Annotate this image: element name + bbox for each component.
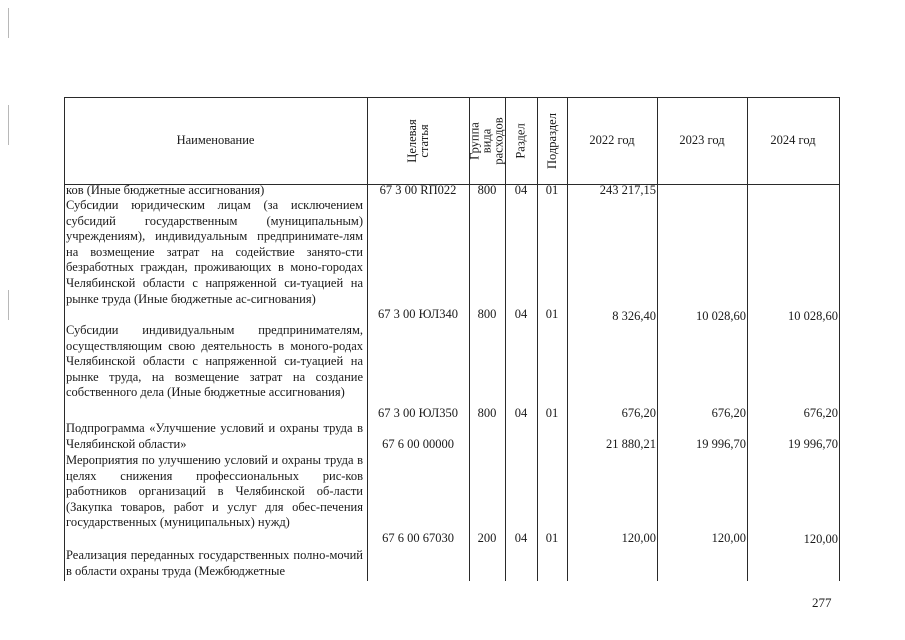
page-number: 277 bbox=[812, 595, 832, 610]
scan-mark bbox=[8, 105, 9, 145]
row-group: 200 bbox=[477, 531, 497, 545]
row-group: 800 bbox=[477, 307, 497, 321]
row-name: Субсидии юридическим лицам (за исключением субсидий государственным (муниципальным) учреждениям), индивидуальным предпринимате-лям на возмещение затрат на содействие занято-сти безработных граждан, проживающих в моно-городах Челябинской области с напряженной си-туацией на рынке труда (Иные бюджетные ас-сигнования) bbox=[66, 198, 363, 306]
row-code: 67 6 00 67030 bbox=[382, 531, 454, 545]
row-code: 67 6 00 00000 bbox=[382, 437, 454, 451]
row-2022: 21 880,21 bbox=[606, 437, 656, 451]
header-2023 bbox=[657, 97, 747, 184]
row-section: 04 bbox=[514, 531, 528, 545]
row-subsection: 01 bbox=[545, 307, 559, 321]
row-name: Реализация переданных государственных полно-мочий в области охраны труда (Межбюджетные bbox=[66, 548, 363, 578]
header-2022-text: 2022 год bbox=[589, 133, 635, 147]
header-2022 bbox=[567, 97, 657, 184]
row-2024: 10 028,60 bbox=[788, 309, 838, 323]
header-target bbox=[367, 97, 469, 184]
scan-mark bbox=[8, 8, 9, 38]
row-2022: 120,00 bbox=[621, 531, 656, 545]
budget-table bbox=[64, 97, 840, 581]
header-section-text: Раздел bbox=[514, 122, 529, 159]
row-2024: 676,20 bbox=[803, 406, 838, 420]
header-group-text: Группа вида расходов bbox=[468, 116, 507, 165]
row-code: 67 3 00 RП022 bbox=[379, 183, 457, 197]
row-subsection: 01 bbox=[545, 183, 559, 197]
row-name: ков (Иные бюджетные ассигнования) bbox=[66, 183, 265, 197]
row-2023: 120,00 bbox=[711, 531, 746, 545]
header-name bbox=[64, 97, 367, 184]
header-name-text: Наименование bbox=[176, 133, 255, 147]
row-subsection: 01 bbox=[545, 531, 559, 545]
row-2022: 676,20 bbox=[621, 406, 656, 420]
row-subsection: 01 bbox=[545, 406, 559, 420]
row-code: 67 3 00 ЮЛ350 bbox=[377, 406, 459, 420]
row-section: 04 bbox=[514, 307, 528, 321]
row-2023: 10 028,60 bbox=[696, 309, 746, 323]
header-subsection bbox=[537, 97, 567, 184]
row-section: 04 bbox=[514, 406, 528, 420]
header-target-text: Целевая статья bbox=[405, 118, 431, 163]
row-2024: 19 996,70 bbox=[788, 437, 838, 451]
table-border bbox=[839, 97, 840, 581]
row-group: 800 bbox=[477, 183, 497, 197]
row-2023: 676,20 bbox=[711, 406, 746, 420]
row-section: 04 bbox=[514, 183, 528, 197]
row-group: 800 bbox=[477, 406, 497, 420]
row-code: 67 3 00 ЮЛ340 bbox=[377, 307, 459, 321]
row-2023: 19 996,70 bbox=[696, 437, 746, 451]
row-name: Субсидии индивидуальным предпринимателям, осуществляющим свою деятельность в моного-родах Челябинской области с напряженной си-туацией на рынке труда, на возмещение затрат на создание собственного дела (Иные бюджетные ассигнования) bbox=[66, 323, 363, 400]
header-2024 bbox=[747, 97, 839, 184]
header-2023-text: 2023 год bbox=[679, 133, 725, 147]
header-2024-text: 2024 год bbox=[770, 133, 816, 147]
row-name: Мероприятия по улучшению условий и охраны труда в целях снижения профессиональных рис-ков работников организаций в Челябинской об-ласти (Закупка товаров, работ и услуг для обес-печения государственных (муниципальных) нужд) bbox=[66, 453, 363, 530]
header-group bbox=[469, 97, 505, 184]
row-name: Подпрограмма «Улучшение условий и охраны труда в Челябинской области» bbox=[66, 421, 363, 451]
scan-mark bbox=[8, 290, 9, 320]
row-2022: 8 326,40 bbox=[612, 309, 656, 323]
header-subsection-text: Подраздел bbox=[545, 112, 559, 169]
row-2022: 243 217,15 bbox=[599, 183, 656, 197]
header-section bbox=[505, 97, 537, 184]
row-2024: 120,00 bbox=[803, 532, 838, 546]
